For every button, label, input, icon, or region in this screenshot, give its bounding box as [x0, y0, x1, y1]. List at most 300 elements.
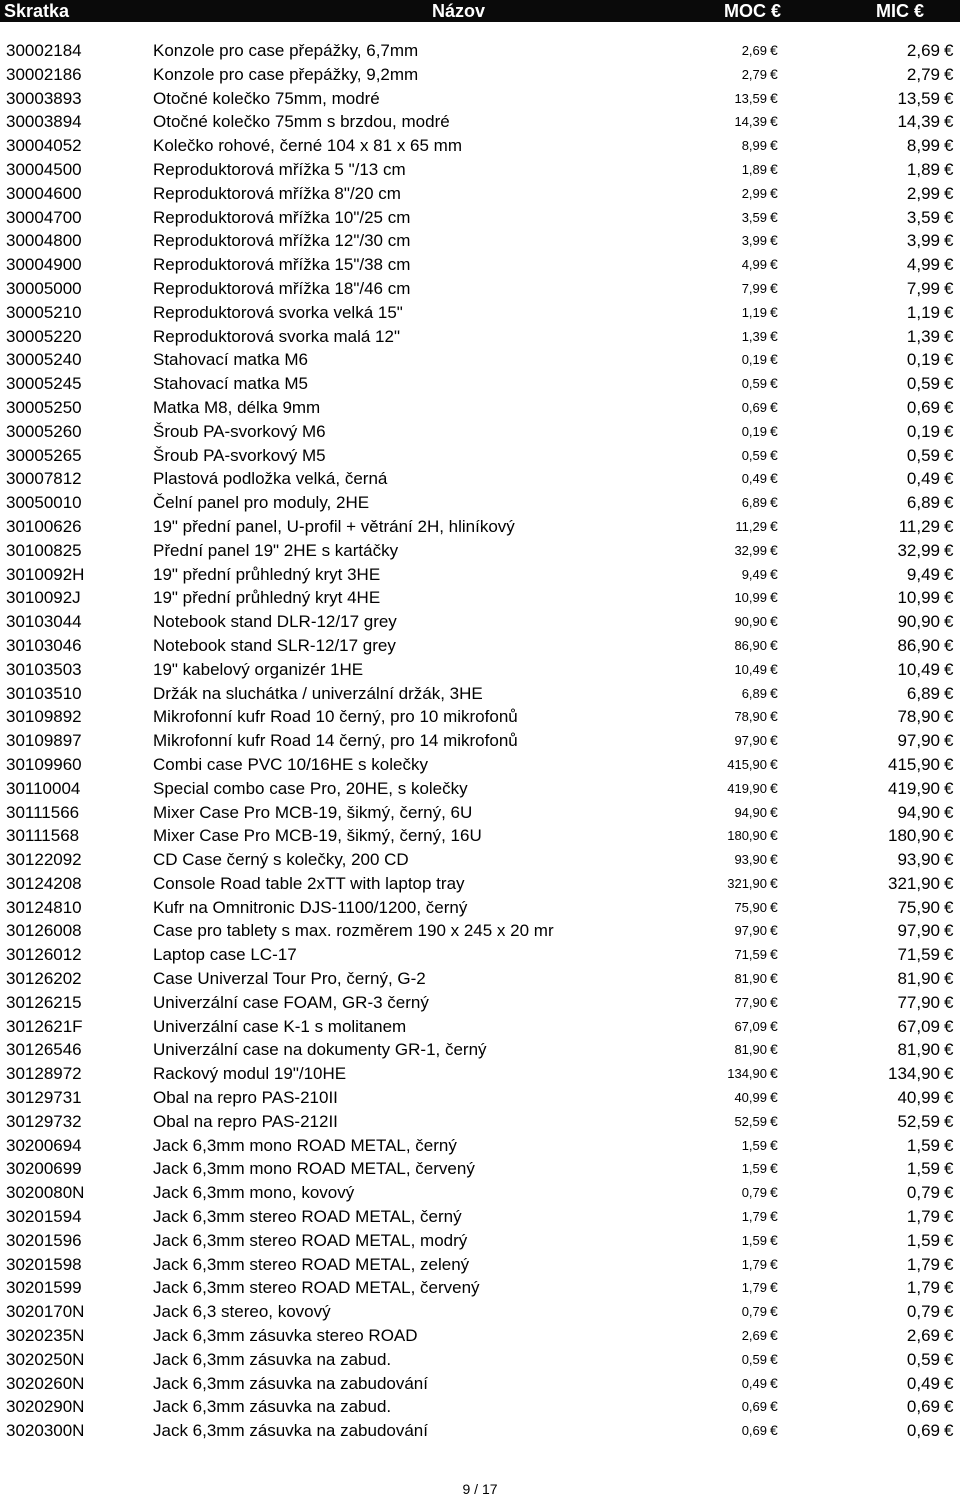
euro-mic-symbol: € — [944, 612, 954, 632]
item-moc-price: 0,69 — [741, 399, 767, 415]
item-code: 30111568 — [6, 826, 80, 846]
item-moc-price: 415,90 — [727, 756, 767, 772]
table-row — [0, 325, 960, 349]
item-code: 30126546 — [6, 1040, 82, 1060]
item-name: Notebook stand SLR-12/17 grey — [153, 635, 396, 655]
item-code: 30201594 — [6, 1207, 82, 1227]
item-name: Jack 6,3mm stereo ROAD METAL, modrý — [153, 1230, 468, 1250]
item-mic-price: 97,90 — [897, 731, 940, 751]
table-row — [0, 134, 960, 158]
table-row — [0, 396, 960, 420]
item-mic-price: 0,19 — [906, 350, 940, 370]
item-name: Reproduktorová mřížka 12"/30 cm — [153, 231, 411, 251]
item-moc-price: 97,90 — [734, 923, 767, 939]
item-name: Jack 6,3mm stereo ROAD METAL, černý — [153, 1207, 462, 1227]
table-row — [0, 1372, 960, 1396]
item-moc-price: 1,59 — [741, 1137, 767, 1153]
item-code: 3020300N — [6, 1421, 85, 1441]
item-mic-price: 1,79 — [906, 1207, 940, 1227]
item-mic-price: 13,59 — [897, 88, 940, 108]
euro-moc-symbol: € — [770, 1160, 778, 1177]
item-code: 30122092 — [6, 850, 82, 870]
euro-moc-symbol: € — [770, 779, 778, 796]
item-moc-price: 419,90 — [727, 780, 767, 796]
item-mic-price: 3,99 — [906, 231, 940, 251]
item-mic-price: 415,90 — [888, 754, 940, 774]
euro-moc-symbol: € — [770, 113, 778, 130]
item-moc-price: 97,90 — [734, 733, 767, 749]
item-mic-price: 94,90 — [897, 802, 940, 822]
euro-mic-symbol: € — [944, 850, 954, 870]
item-mic-price: 0,49 — [906, 469, 940, 489]
item-name: Jack 6,3mm zásuvka stereo ROAD — [153, 1326, 418, 1346]
euro-moc-symbol: € — [770, 494, 778, 511]
euro-moc-symbol: € — [770, 993, 778, 1010]
item-code: 30005250 — [6, 397, 82, 417]
item-code: 3020080N — [6, 1183, 85, 1203]
euro-moc-symbol: € — [770, 660, 778, 677]
euro-moc-symbol: € — [770, 422, 778, 439]
item-mic-price: 3,59 — [906, 207, 940, 227]
euro-mic-symbol: € — [944, 1349, 954, 1369]
item-name: Matka M8, délka 9mm — [153, 397, 321, 417]
item-code: 3020235N — [6, 1326, 85, 1346]
table-header — [0, 0, 960, 22]
item-name: Jack 6,3mm mono ROAD METAL, červený — [153, 1159, 475, 1179]
item-moc-price: 0,69 — [741, 1399, 767, 1415]
table-row — [0, 753, 960, 777]
item-name: Kufr na Omnitronic DJS-1100/1200, černý — [153, 897, 468, 917]
item-name: Console Road table 2xTT with laptop tray — [153, 873, 465, 893]
item-name: Reproduktorová mřížka 5 "/13 cm — [153, 159, 406, 179]
item-code: 30103503 — [6, 659, 82, 679]
item-moc-price: 67,09 — [734, 1018, 767, 1034]
item-mic-price: 134,90 — [888, 1064, 940, 1084]
item-name: CD Case černý s kolečky, 200 CD — [153, 850, 409, 870]
euro-moc-symbol: € — [770, 256, 778, 273]
item-moc-price: 81,90 — [734, 971, 767, 987]
item-moc-price: 0,19 — [741, 352, 767, 368]
item-moc-price: 77,90 — [734, 994, 767, 1010]
item-mic-price: 52,59 — [897, 1111, 940, 1131]
euro-mic-symbol: € — [944, 421, 954, 441]
item-mic-price: 2,99 — [906, 183, 940, 203]
euro-moc-symbol: € — [770, 375, 778, 392]
item-moc-price: 10,99 — [734, 590, 767, 606]
table-row — [0, 1300, 960, 1324]
item-name: Reproduktorová mřížka 10"/25 cm — [153, 207, 411, 227]
euro-moc-symbol: € — [770, 636, 778, 653]
table-row — [0, 967, 960, 991]
item-moc-price: 0,19 — [741, 423, 767, 439]
item-mic-price: 40,99 — [897, 1088, 940, 1108]
item-name: Reproduktorová mřížka 15"/38 cm — [153, 255, 411, 275]
euro-moc-symbol: € — [770, 184, 778, 201]
euro-mic-symbol: € — [944, 88, 954, 108]
item-moc-price: 0,49 — [741, 471, 767, 487]
item-code: 30124810 — [6, 897, 82, 917]
item-mic-price: 0,59 — [906, 1349, 940, 1369]
header-name: Názov — [432, 1, 486, 21]
euro-mic-symbol: € — [944, 754, 954, 774]
euro-moc-symbol: € — [770, 1303, 778, 1320]
table-row — [0, 206, 960, 230]
item-name: Jack 6,3mm mono ROAD METAL, černý — [153, 1135, 457, 1155]
euro-moc-symbol: € — [770, 1208, 778, 1225]
euro-mic-symbol: € — [944, 1111, 954, 1131]
table-row — [0, 658, 960, 682]
table-row — [0, 1276, 960, 1300]
item-code: 3010092J — [6, 588, 81, 608]
item-mic-price: 10,49 — [897, 659, 940, 679]
euro-mic-symbol: € — [944, 1159, 954, 1179]
item-mic-price: 90,90 — [897, 612, 940, 632]
item-moc-price: 9,49 — [741, 566, 767, 582]
item-code: 30109892 — [6, 707, 82, 727]
item-name: Jack 6,3mm zásuvka na zabud. — [153, 1349, 392, 1369]
item-mic-price: 78,90 — [897, 707, 940, 727]
euro-mic-symbol: € — [944, 659, 954, 679]
euro-moc-symbol: € — [770, 708, 778, 725]
table-row — [0, 277, 960, 301]
item-mic-price: 2,69 — [906, 1326, 940, 1346]
item-code: 30005265 — [6, 445, 82, 465]
item-name: Kolečko rohové, černé 104 x 81 x 65 mm — [153, 136, 462, 156]
item-name: Přední panel 19" 2HE s kartáčky — [153, 540, 399, 560]
euro-moc-symbol: € — [770, 279, 778, 296]
table-row — [0, 229, 960, 253]
item-mic-price: 67,09 — [897, 1016, 940, 1036]
item-moc-price: 1,79 — [741, 1256, 767, 1272]
table-row — [0, 563, 960, 587]
item-name: Plastová podložka velká, černá — [153, 469, 388, 489]
euro-moc-symbol: € — [770, 470, 778, 487]
euro-moc-symbol: € — [770, 755, 778, 772]
table-row — [0, 729, 960, 753]
item-code: 30007812 — [6, 469, 82, 489]
item-mic-price: 77,90 — [897, 992, 940, 1012]
item-mic-price: 14,39 — [897, 112, 940, 132]
item-moc-price: 1,59 — [741, 1232, 767, 1248]
euro-moc-symbol: € — [770, 1112, 778, 1129]
item-code: 30201599 — [6, 1278, 82, 1298]
euro-moc-symbol: € — [770, 137, 778, 154]
item-moc-price: 2,69 — [741, 1328, 767, 1344]
item-mic-price: 1,79 — [906, 1278, 940, 1298]
item-moc-price: 71,59 — [734, 947, 767, 963]
table-row — [0, 444, 960, 468]
item-moc-price: 93,90 — [734, 852, 767, 868]
euro-moc-symbol: € — [770, 922, 778, 939]
item-name: Jack 6,3 stereo, kovový — [153, 1302, 331, 1322]
item-name: 19" přední panel, U-profil + větrání 2H, hliníkový — [153, 516, 515, 536]
euro-mic-symbol: € — [944, 683, 954, 703]
item-mic-price: 321,90 — [888, 873, 940, 893]
table-row — [0, 1205, 960, 1229]
item-mic-price: 2,69 — [906, 41, 940, 60]
item-name: Čelní panel pro moduly, 2HE — [153, 493, 370, 513]
item-moc-price: 11,29 — [735, 518, 767, 534]
item-mic-price: 0,69 — [906, 1397, 940, 1417]
euro-mic-symbol: € — [944, 1397, 954, 1417]
item-name: Notebook stand DLR-12/17 grey — [153, 612, 397, 632]
page-number: 9 / 17 — [462, 1481, 498, 1497]
item-code: 30126008 — [6, 921, 82, 941]
table-row — [0, 586, 960, 610]
item-name: Konzole pro case přepážky, 6,7mm — [153, 41, 419, 60]
euro-mic-symbol: € — [944, 1326, 954, 1346]
item-name: Stahovací matka M5 — [153, 374, 308, 394]
item-code: 30004800 — [6, 231, 82, 251]
euro-moc-symbol: € — [770, 613, 778, 630]
item-mic-price: 75,90 — [897, 897, 940, 917]
item-moc-price: 0,59 — [741, 376, 767, 392]
table-row — [0, 420, 960, 444]
table-row — [0, 943, 960, 967]
table-row — [0, 253, 960, 277]
euro-mic-symbol: € — [944, 564, 954, 584]
table-row — [0, 39, 960, 63]
euro-moc-symbol: € — [770, 827, 778, 844]
euro-mic-symbol: € — [944, 1278, 954, 1298]
item-code: 30004600 — [6, 183, 82, 203]
item-moc-price: 78,90 — [734, 709, 767, 725]
euro-mic-symbol: € — [944, 255, 954, 275]
euro-moc-symbol: € — [770, 803, 778, 820]
item-name: 19" přední průhledný kryt 4HE — [153, 588, 381, 608]
item-mic-price: 0,49 — [906, 1373, 940, 1393]
item-code: 30100626 — [6, 516, 82, 536]
euro-mic-symbol: € — [944, 350, 954, 370]
euro-moc-symbol: € — [770, 898, 778, 915]
item-mic-price: 0,79 — [906, 1302, 940, 1322]
item-name: Konzole pro case přepážky, 9,2mm — [153, 64, 419, 84]
item-name: Jack 6,3mm zásuvka na zabud. — [153, 1397, 392, 1417]
euro-mic-symbol: € — [944, 635, 954, 655]
euro-moc-symbol: € — [770, 517, 778, 534]
euro-moc-symbol: € — [770, 946, 778, 963]
euro-mic-symbol: € — [944, 945, 954, 965]
euro-mic-symbol: € — [944, 540, 954, 560]
item-code: 30002186 — [6, 64, 82, 84]
item-code: 30109960 — [6, 754, 82, 774]
item-moc-price: 321,90 — [727, 875, 767, 891]
item-mic-price: 1,89 — [906, 159, 940, 179]
table-row — [0, 491, 960, 515]
item-moc-price: 0,79 — [741, 1304, 767, 1320]
item-code: 3020170N — [6, 1302, 85, 1322]
euro-moc-symbol: € — [770, 65, 778, 82]
item-name: Mikrofonní kufr Road 14 černý, pro 14 mikrofonů — [153, 731, 518, 751]
item-name: Reproduktorová svorka velká 15" — [153, 302, 403, 322]
euro-moc-symbol: € — [770, 1374, 778, 1391]
table-row — [0, 1181, 960, 1205]
item-code: 30005245 — [6, 374, 82, 394]
item-mic-price: 0,19 — [906, 421, 940, 441]
euro-moc-symbol: € — [770, 970, 778, 987]
item-code: 30201596 — [6, 1230, 82, 1250]
euro-moc-symbol: € — [770, 1089, 778, 1106]
euro-moc-symbol: € — [770, 1422, 778, 1439]
item-moc-price: 6,89 — [741, 495, 767, 511]
item-name: Jack 6,3mm stereo ROAD METAL, zelený — [153, 1254, 470, 1274]
euro-moc-symbol: € — [770, 732, 778, 749]
table-row — [0, 682, 960, 706]
item-name: Case Univerzal Tour Pro, černý, G-2 — [153, 969, 426, 989]
item-mic-price: 93,90 — [897, 850, 940, 870]
euro-mic-symbol: € — [944, 1230, 954, 1250]
euro-mic-symbol: € — [944, 1016, 954, 1036]
table-row — [0, 1134, 960, 1158]
euro-mic-symbol: € — [944, 1064, 954, 1084]
euro-mic-symbol: € — [944, 136, 954, 156]
table-row — [0, 182, 960, 206]
euro-mic-symbol: € — [944, 707, 954, 727]
euro-mic-symbol: € — [944, 469, 954, 489]
table-row — [0, 158, 960, 182]
euro-moc-symbol: € — [770, 208, 778, 225]
euro-moc-symbol: € — [770, 160, 778, 177]
euro-moc-symbol: € — [770, 42, 778, 58]
item-moc-price: 0,59 — [741, 447, 767, 463]
item-code: 30005220 — [6, 326, 82, 346]
item-moc-price: 7,99 — [741, 280, 767, 296]
euro-mic-symbol: € — [944, 588, 954, 608]
table-row — [0, 1086, 960, 1110]
item-moc-price: 1,39 — [741, 328, 767, 344]
item-moc-price: 8,99 — [741, 138, 767, 154]
item-moc-price: 1,89 — [741, 161, 767, 177]
euro-moc-symbol: € — [770, 1327, 778, 1344]
table-row — [0, 991, 960, 1015]
item-mic-price: 0,79 — [906, 1183, 940, 1203]
euro-mic-symbol: € — [944, 802, 954, 822]
item-moc-price: 4,99 — [741, 257, 767, 273]
item-moc-price: 2,69 — [741, 43, 767, 58]
item-mic-price: 1,59 — [906, 1159, 940, 1179]
euro-moc-symbol: € — [770, 1255, 778, 1272]
item-code: 30103046 — [6, 635, 82, 655]
euro-mic-symbol: € — [944, 1254, 954, 1274]
item-mic-price: 1,59 — [906, 1230, 940, 1250]
euro-mic-symbol: € — [944, 731, 954, 751]
item-code: 30005240 — [6, 350, 82, 370]
item-code: 30050010 — [6, 493, 82, 513]
item-moc-price: 0,59 — [741, 1351, 767, 1367]
item-code: 30201598 — [6, 1254, 82, 1274]
item-code: 30004900 — [6, 255, 82, 275]
item-name: Obal na repro PAS-212II — [153, 1111, 338, 1131]
price-table-body — [0, 39, 960, 1443]
table-row — [0, 777, 960, 801]
table-row — [0, 63, 960, 87]
item-code: 30005210 — [6, 302, 82, 322]
item-code: 30103044 — [6, 612, 82, 632]
euro-mic-symbol: € — [944, 1135, 954, 1155]
item-mic-price: 1,19 — [906, 302, 940, 322]
item-mic-price: 180,90 — [888, 826, 940, 846]
item-name: Univerzální case K-1 s molitanem — [153, 1016, 407, 1036]
table-row — [0, 801, 960, 825]
euro-moc-symbol: € — [770, 1279, 778, 1296]
table-row — [0, 919, 960, 943]
item-mic-price: 11,29 — [898, 516, 940, 536]
item-code: 30129732 — [6, 1111, 82, 1131]
item-moc-price: 32,99 — [734, 542, 767, 558]
euro-mic-symbol: € — [944, 278, 954, 298]
euro-moc-symbol: € — [770, 327, 778, 344]
table-row — [0, 634, 960, 658]
euro-mic-symbol: € — [944, 41, 954, 60]
item-mic-price: 71,59 — [897, 945, 940, 965]
item-code: 30200694 — [6, 1135, 82, 1155]
table-row — [0, 824, 960, 848]
table-row — [0, 610, 960, 634]
item-mic-price: 4,99 — [906, 255, 940, 275]
item-moc-price: 10,49 — [734, 661, 767, 677]
item-moc-price: 1,79 — [741, 1209, 767, 1225]
euro-mic-symbol: € — [944, 302, 954, 322]
item-moc-price: 3,99 — [741, 233, 767, 249]
item-mic-price: 7,99 — [906, 278, 940, 298]
item-moc-price: 2,99 — [741, 185, 767, 201]
item-name: Jack 6,3mm zásuvka na zabudování — [153, 1421, 428, 1441]
table-row — [0, 1253, 960, 1277]
euro-mic-symbol: € — [944, 374, 954, 394]
table-row — [0, 110, 960, 134]
item-code: 30128972 — [6, 1064, 82, 1084]
euro-mic-symbol: € — [944, 992, 954, 1012]
item-code: 3020290N — [6, 1397, 85, 1417]
item-mic-price: 10,99 — [897, 588, 940, 608]
item-code: 30005000 — [6, 278, 82, 298]
table-row — [0, 467, 960, 491]
header-code: Skratka — [4, 1, 70, 21]
item-mic-price: 32,99 — [897, 540, 940, 560]
table-row — [0, 1062, 960, 1086]
item-name: Mixer Case Pro MCB-19, šikmý, černý, 16U — [153, 826, 482, 846]
item-mic-price: 86,90 — [897, 635, 940, 655]
euro-mic-symbol: € — [944, 969, 954, 989]
euro-mic-symbol: € — [944, 516, 954, 536]
item-mic-price: 6,89 — [906, 683, 940, 703]
item-mic-price: 1,39 — [906, 326, 940, 346]
table-row — [0, 372, 960, 396]
item-name: Jack 6,3mm zásuvka na zabudování — [153, 1373, 428, 1393]
euro-mic-symbol: € — [944, 1373, 954, 1393]
euro-moc-symbol: € — [770, 303, 778, 320]
item-moc-price: 81,90 — [734, 1042, 767, 1058]
table-row — [0, 1229, 960, 1253]
euro-moc-symbol: € — [770, 398, 778, 415]
table-row — [0, 1348, 960, 1372]
euro-mic-symbol: € — [944, 1183, 954, 1203]
item-mic-price: 81,90 — [897, 969, 940, 989]
item-moc-price: 90,90 — [734, 614, 767, 630]
euro-moc-symbol: € — [770, 874, 778, 891]
item-mic-price: 1,59 — [906, 1135, 940, 1155]
item-name: 19" přední průhledný kryt 3HE — [153, 564, 381, 584]
euro-mic-symbol: € — [944, 231, 954, 251]
item-mic-price: 0,69 — [906, 397, 940, 417]
item-code: 30004052 — [6, 136, 82, 156]
table-row — [0, 87, 960, 111]
item-mic-price: 9,49 — [906, 564, 940, 584]
euro-moc-symbol: € — [770, 1065, 778, 1082]
table-row — [0, 1324, 960, 1348]
item-moc-price: 94,90 — [734, 804, 767, 820]
item-mic-price: 0,69 — [906, 1421, 940, 1441]
